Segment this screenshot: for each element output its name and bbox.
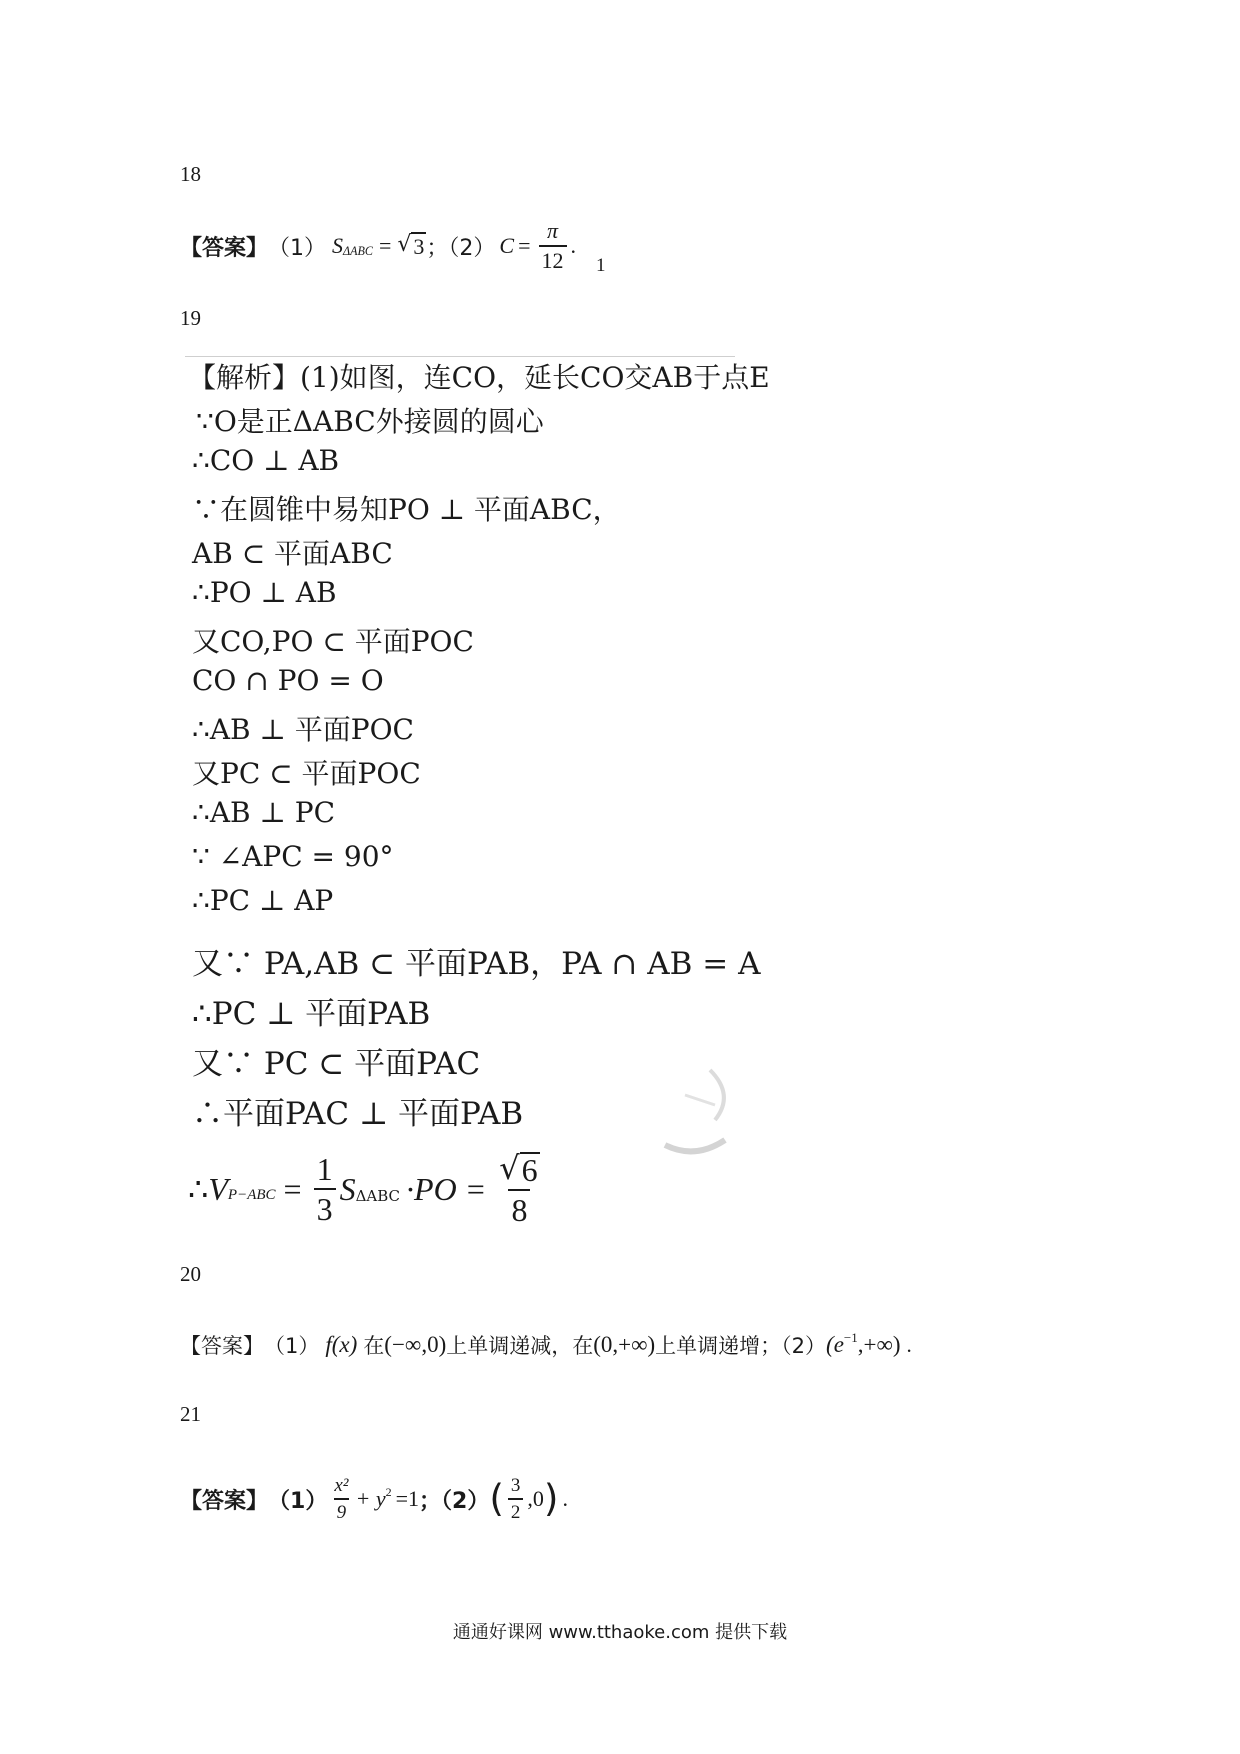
solution-line-15: ∴PC ⊥ 平面PAB — [192, 996, 431, 1032]
po-term: ·PO = — [406, 1170, 487, 1207]
therefore-symbol: ∴ — [188, 1170, 209, 1208]
solution-line-16: 又∵ PC ⊂ 平面PAC — [192, 1046, 481, 1082]
text: 上单调递减，在 — [446, 1334, 594, 1358]
solution-line-6: ∴PO ⊥ AB — [192, 576, 337, 609]
volume-symbol: V — [208, 1170, 228, 1207]
denominator: 3 — [314, 1188, 336, 1225]
volume-formula — [188, 1149, 547, 1228]
equals: = — [283, 1170, 302, 1207]
question-number-21: 21 — [180, 1402, 201, 1426]
fraction-3-2 — [508, 1476, 524, 1522]
text: 上单调递增；（2） — [655, 1334, 827, 1358]
right-paren: ) — [543, 1476, 559, 1521]
separator: ；（2） — [426, 235, 496, 261]
denominator: 12 — [539, 245, 567, 272]
function-f: f(x) — [325, 1332, 358, 1357]
interval-2: (0,+∞) — [593, 1332, 656, 1357]
numerator: x² — [334, 1475, 349, 1496]
interval-3-open: (e — [826, 1332, 844, 1357]
denominator: 2 — [508, 1498, 524, 1522]
interval-1: (−∞,0) — [384, 1332, 447, 1357]
answer-tag: 【答案】 — [180, 235, 269, 261]
numerator: 3 — [510, 1475, 521, 1496]
exponent: 2 — [385, 1484, 392, 1499]
fraction-sqrt6-8: √ 6 8 — [499, 1149, 538, 1228]
sqrt-3: √ 3 — [397, 232, 425, 259]
q21-answer-line — [180, 1476, 568, 1522]
part-label: （1） — [264, 1334, 320, 1358]
period: . — [562, 1486, 569, 1511]
question-number-18: 18 — [180, 162, 201, 186]
part-label: （1） — [268, 1488, 328, 1514]
solution-line-5: AB ⊂ 平面ABC — [192, 537, 393, 570]
solution-line-4: ∵在圆锥中易知PO ⊥ 平面ABC， — [192, 493, 621, 526]
answer-tag: 【答案】 — [180, 1488, 269, 1514]
y-term: + y — [355, 1486, 386, 1511]
stray-mark: 1 — [596, 255, 606, 276]
solution-line-7: 又CO,PO ⊂ 平面POC — [192, 625, 474, 658]
question-number-19: 19 — [180, 306, 201, 330]
part-label: （1） — [268, 235, 327, 261]
fraction-one-third — [314, 1153, 336, 1225]
period: . — [906, 1332, 912, 1357]
solution-line-17: ∴平面PAC ⊥ 平面PAB — [192, 1096, 524, 1132]
denominator: 8 — [508, 1189, 530, 1226]
numerator: π — [547, 218, 559, 243]
solution-line-10: 又PC ⊂ 平面POC — [192, 757, 421, 790]
equals: = — [518, 233, 531, 258]
volume-subscript: P−ABC — [227, 1187, 276, 1204]
equals-one: =1 — [395, 1486, 420, 1511]
angle-c: C — [499, 233, 515, 258]
area-subscript: ΔABC — [343, 243, 373, 258]
watermark-mark — [655, 1050, 745, 1160]
fraction-pi-12 — [539, 220, 567, 272]
solution-line-13: ∴PC ⊥ AP — [192, 884, 334, 917]
solution-line-3: ∴CO ⊥ AB — [192, 444, 340, 477]
q18-answer-line — [180, 218, 606, 276]
point-tail: ,0 — [527, 1486, 544, 1511]
solution-line-2: ∵O是正ΔABC外接圆的圆心 — [196, 405, 544, 438]
area-subscript: ΔABC — [355, 1186, 401, 1205]
denominator: 9 — [334, 1498, 350, 1522]
fraction-x2-9 — [331, 1476, 351, 1522]
numerator: 1 — [316, 1151, 333, 1187]
solution-line-12: ∵ ∠APC = 90° — [192, 840, 394, 873]
answer-tag: 【答案】 — [180, 1334, 264, 1358]
exponent: −1 — [843, 1329, 858, 1345]
solution-line-8: CO ∩ PO = O — [192, 664, 384, 697]
solution-line-11: ∴AB ⊥ PC — [192, 796, 336, 829]
equals: = — [378, 233, 392, 258]
solution-line-1: 【解析】(1)如图，连CO，延长CO交AB于点E — [188, 361, 770, 394]
footer-credit: 通通好课网 www.tthaoke.com 提供下载 — [452, 1622, 788, 1643]
area-symbol: S — [339, 1170, 356, 1207]
area-symbol: S — [332, 233, 344, 258]
radicand: 6 — [521, 1152, 538, 1188]
solution-line-14: 又∵ PA,AB ⊂ 平面PAB，PA ∩ AB = A — [192, 946, 761, 982]
interval-3-close: ,+∞) — [857, 1332, 901, 1357]
question-number-20: 20 — [180, 1262, 201, 1286]
left-paren: ( — [489, 1476, 504, 1521]
period: . — [570, 233, 577, 258]
solution-line-9: ∴AB ⊥ 平面POC — [192, 713, 414, 746]
separator: ；（2） — [419, 1488, 490, 1514]
text: 在 — [363, 1334, 385, 1358]
radicand: 3 — [413, 234, 425, 259]
q20-answer-line — [180, 1330, 912, 1360]
